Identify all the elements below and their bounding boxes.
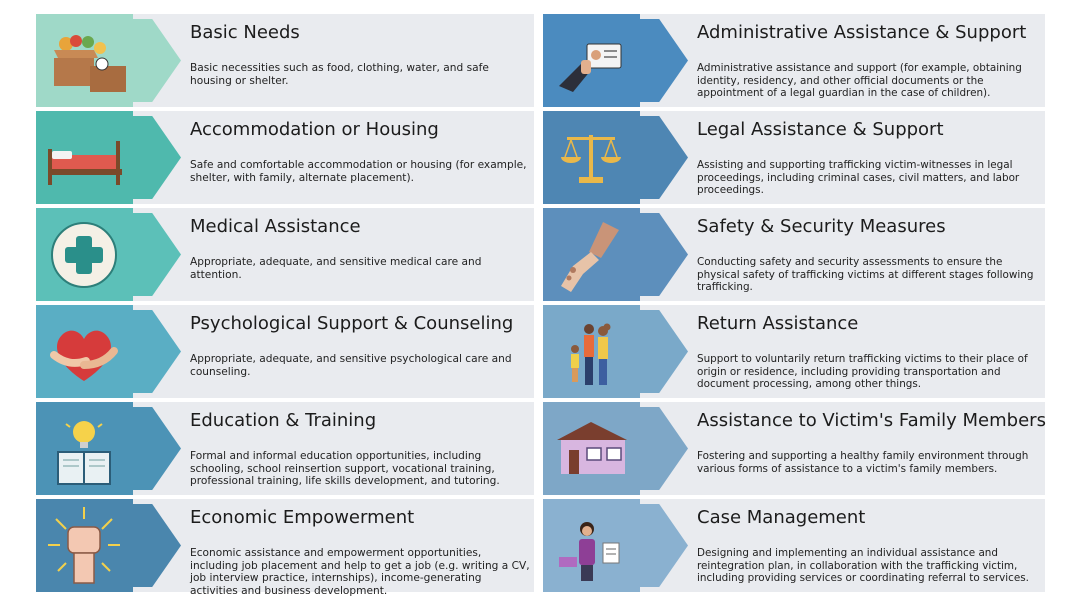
tile	[543, 111, 640, 204]
row-title: Case Management	[697, 507, 866, 528]
service-row-education	[36, 402, 534, 495]
arrow	[133, 213, 181, 296]
row-description: Administrative assistance and support (for example, obtaining identity, residency, and other official documents or the appointment of a legal guardian in the case of children).	[697, 62, 1022, 100]
arrow	[133, 310, 181, 393]
tile	[543, 402, 640, 495]
tile	[36, 208, 133, 301]
arrow	[133, 116, 181, 199]
id-card-icon	[543, 14, 640, 107]
arrow	[133, 407, 181, 490]
tile	[543, 305, 640, 398]
row-title: Legal Assistance & Support	[697, 119, 944, 140]
service-row-psychological	[36, 305, 534, 398]
bed-icon	[36, 111, 133, 204]
row-description: Formal and informal education opportunities, including schooling, school reinsertion support, vocational training, professional training, life skills development, and tutoring.	[190, 450, 500, 488]
service-row-family	[543, 402, 1045, 495]
row-title: Education & Training	[190, 410, 377, 431]
tile	[36, 111, 133, 204]
row-description: Fostering and supporting a healthy family environment through various forms of assistance to a victim's family members.	[697, 450, 1029, 475]
arrow	[640, 116, 688, 199]
row-title: Economic Empowerment	[190, 507, 415, 528]
arrow	[640, 407, 688, 490]
row-title: Medical Assistance	[190, 216, 361, 237]
arrow	[133, 19, 181, 102]
arrow	[640, 19, 688, 102]
service-row-legal	[543, 111, 1045, 204]
family-icon	[543, 305, 640, 398]
book-lightbulb-icon	[36, 402, 133, 495]
tile	[543, 499, 640, 592]
raised-fist-icon	[36, 499, 133, 592]
heart-hug-icon	[36, 305, 133, 398]
left-column	[36, 14, 534, 596]
right-column	[543, 14, 1045, 596]
arrow	[640, 310, 688, 393]
tile	[36, 305, 133, 398]
service-row-administrative	[543, 14, 1045, 107]
scales-icon	[543, 111, 640, 204]
row-description: Basic necessities such as food, clothing, water, and safe housing or shelter.	[190, 62, 489, 87]
service-row-return	[543, 305, 1045, 398]
service-row-economic	[36, 499, 534, 597]
arrow	[640, 213, 688, 296]
donation-box-icon	[36, 14, 133, 107]
row-title: Basic Needs	[190, 22, 300, 43]
tile	[36, 402, 133, 495]
service-row-medical	[36, 208, 534, 301]
row-description: Support to voluntarily return trafficking victims to their place of origin or residence, including providing transportation and document processing, among other things.	[697, 353, 1028, 391]
helping-hand-icon	[543, 208, 640, 301]
row-title: Assistance to Victim's Family Members	[697, 410, 1046, 431]
case-worker-icon	[543, 499, 640, 592]
tile	[543, 14, 640, 107]
row-description: Appropriate, adequate, and sensitive psychological care and counseling.	[190, 353, 512, 378]
medical-cross-icon	[36, 208, 133, 301]
arrow	[640, 504, 688, 587]
tile	[543, 208, 640, 301]
row-title: Safety & Security Measures	[697, 216, 946, 237]
row-description: Appropriate, adequate, and sensitive medical care and attention.	[190, 256, 482, 281]
house-icon	[543, 402, 640, 495]
row-title: Administrative Assistance & Support	[697, 22, 1027, 43]
row-title: Return Assistance	[697, 313, 859, 334]
row-description: Safe and comfortable accommodation or housing (for example, shelter, with family, alternate placement).	[190, 159, 527, 184]
row-description: Assisting and supporting trafficking victim-witnesses in legal proceedings, including criminal cases, civil matters, and labor proceedings.	[697, 159, 1020, 197]
tile	[36, 14, 133, 107]
arrow	[133, 504, 181, 587]
row-title: Psychological Support & Counseling	[190, 313, 514, 334]
tile	[36, 499, 133, 592]
row-description: Conducting safety and security assessments to ensure the physical safety of trafficking victims at different stages following trafficking.	[697, 256, 1034, 294]
row-description: Designing and implementing an individual assistance and reintegration plan, in collaboration with the trafficking victim, including providing services or coordinating referral to services.	[697, 547, 1029, 585]
service-row-accommodation	[36, 111, 534, 204]
service-row-case-management	[543, 499, 1045, 592]
row-description: Economic assistance and empowerment opportunities, including job placement and help to get a job (e.g. writing a CV, job interview practice, internships), income-generating activities and business development.	[190, 547, 530, 597]
service-row-safety	[543, 208, 1045, 301]
row-title: Accommodation or Housing	[190, 119, 439, 140]
service-row-basic-needs	[36, 14, 534, 107]
